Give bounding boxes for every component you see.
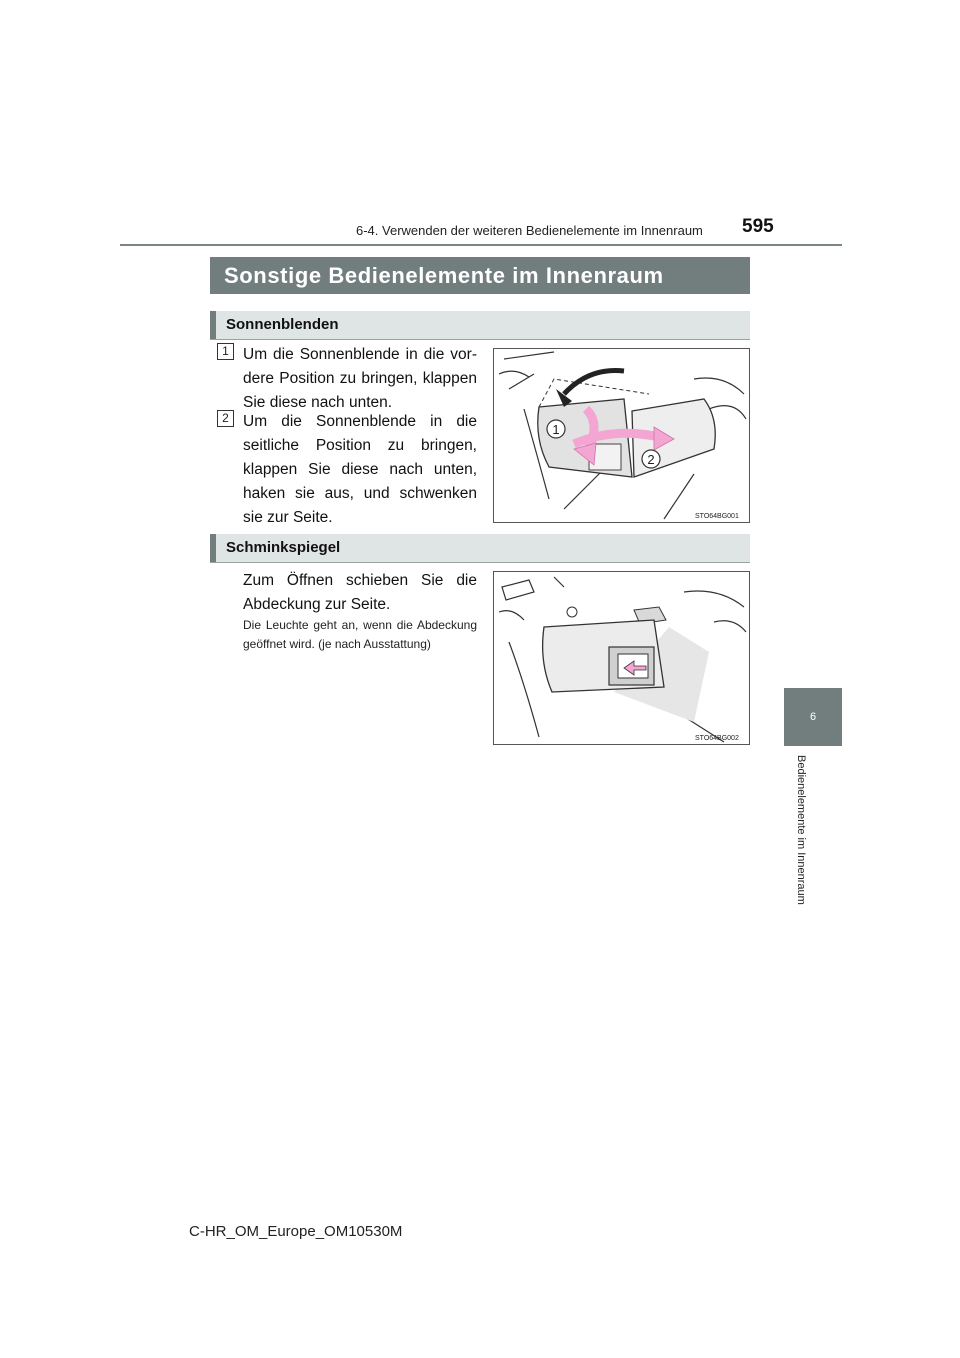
callout-1: 1 <box>552 422 560 437</box>
header-section-title: 6-4. Verwenden der weiteren Bedienelemente im Innenraum <box>356 223 703 238</box>
vanity-mirror-figure <box>493 571 750 745</box>
subsection-title-sonnenblenden: Sonnenblenden <box>210 311 750 339</box>
step-text-2: Um die Sonnenblende in die seitliche Position zu bringen, klappen Sie diese nach unten, haken sie aus, und schwenken sie zur Seite. <box>243 413 477 526</box>
step-number-2: 2 <box>217 410 234 427</box>
sun-visor-illustration <box>494 349 749 522</box>
chapter-tab: 6 <box>784 688 842 746</box>
vanity-mirror-illustration <box>494 572 749 744</box>
schminkspiegel-text: Zum Öffnen schieben Sie die Abdeckung zur Seite. <box>243 572 477 613</box>
step-text-1: Um die Sonnenblende in die vordere Position zu bringen, klappen Sie diese nach unten. <box>243 346 477 411</box>
page-number: 595 <box>742 216 774 237</box>
subsection-underline <box>210 339 750 340</box>
footer-doc-id: C-HR_OM_Europe_OM10530M <box>189 1223 403 1240</box>
visor-hook <box>567 607 577 617</box>
figure-code-2: STO64BG002 <box>695 735 739 742</box>
chapter-tab-label: Bedienelemente im Innenraum <box>795 755 807 905</box>
step-number-1: 1 <box>217 343 234 360</box>
header-divider <box>120 244 842 246</box>
figure-code-1: STO64BG001 <box>695 513 739 520</box>
subsection-title-schminkspiegel: Schminkspiegel <box>210 534 750 562</box>
subsection-underline-2 <box>210 562 750 563</box>
schminkspiegel-note: Die Leuchte geht an, wenn die Abdeckung geöffnet wird. (je nach Ausstattung) <box>243 618 477 651</box>
main-section-title: Sonstige Bedienelemente im Innenraum <box>210 257 750 294</box>
callout-2: 2 <box>647 452 655 467</box>
sun-visor-figure <box>493 348 750 523</box>
